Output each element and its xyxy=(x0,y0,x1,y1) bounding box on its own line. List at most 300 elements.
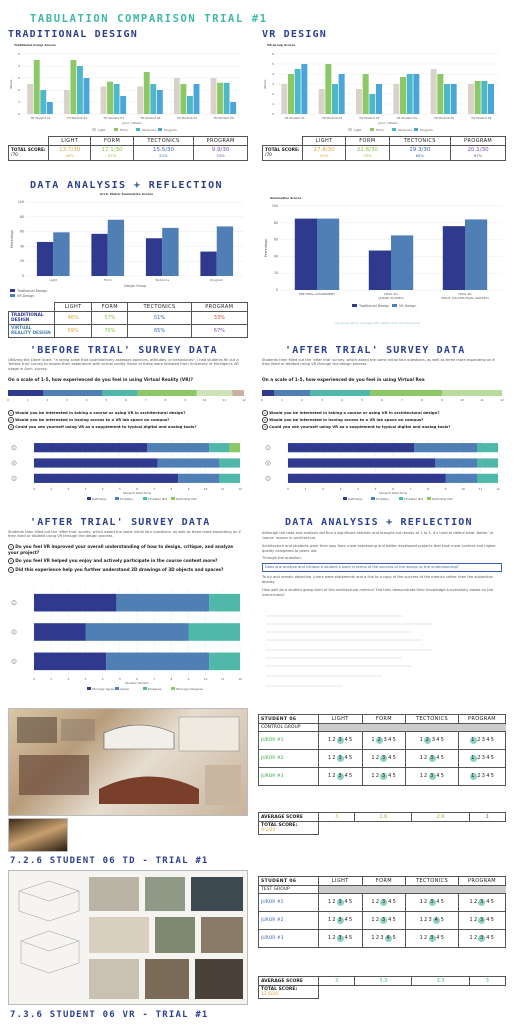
after2-intro: Students then filled out the 'after trial' survey, which asked the same initial four questions, as well as three more expanding on if they liked or disliked using VR through the design process. xyxy=(8,530,241,539)
y-tick-label: 6 xyxy=(272,52,274,56)
total-label: TOTAL SCORE: xyxy=(261,987,298,992)
survey-bar-segment xyxy=(219,458,240,467)
vr-total-small: 12.6/20 xyxy=(261,992,279,997)
juror-score-cell xyxy=(362,750,406,768)
survey-bar-segment xyxy=(288,474,446,483)
scale-number: 1 xyxy=(371,935,376,941)
x-tick-label: Tectonics xyxy=(155,278,170,282)
scale-number: 3 xyxy=(338,737,343,743)
scale-tick: 8 xyxy=(164,398,167,402)
scale-tick: 3 xyxy=(66,398,68,402)
before-survey-chart xyxy=(8,438,244,502)
y-tick-label: 20 xyxy=(273,271,278,276)
scale-number: 4 xyxy=(388,773,392,779)
scale-number: 3 xyxy=(338,899,343,905)
survey-bar-segment xyxy=(116,594,209,612)
scale-number: 3 xyxy=(481,755,486,761)
avg-val: 1 xyxy=(469,813,505,822)
bar xyxy=(40,90,46,114)
bar xyxy=(27,84,33,114)
question-number: 1 xyxy=(13,601,15,605)
scale-number: 2 xyxy=(477,755,481,761)
scale-number: 4 xyxy=(386,935,391,941)
scale-number: 4 xyxy=(436,899,440,905)
bar xyxy=(319,89,325,114)
juror-score-cell xyxy=(458,750,505,768)
x-tick-label: 8 xyxy=(170,677,173,681)
jury-head-student: STUDENT 06 xyxy=(259,877,319,886)
juror-score-cell xyxy=(319,768,363,786)
scale-number: 2 xyxy=(332,935,336,941)
bar xyxy=(144,72,150,114)
th-form: FORM xyxy=(92,303,128,312)
scale-number: 5 xyxy=(392,917,397,923)
bar xyxy=(295,219,317,290)
legend-swatch xyxy=(136,128,140,131)
after-questions xyxy=(262,410,502,429)
juror-label: JUROR #2 xyxy=(259,750,319,768)
after2-q1-text: Do you feel VR improved your overall understanding of how to design, critique, and analyze your project? xyxy=(8,544,234,555)
bar xyxy=(288,74,294,114)
scale-number: 5 xyxy=(490,935,495,941)
th-program: PROGRAM xyxy=(191,303,247,312)
analysis-title-2: DATA ANALYSIS + REFLECTION xyxy=(285,517,473,528)
x-tick-label: Form xyxy=(103,278,112,282)
vr-light-pct: 59% xyxy=(319,153,329,158)
juror-score-cell xyxy=(362,894,406,912)
th-tectonics: TECTONICS xyxy=(389,137,451,146)
scale-tick: 10 xyxy=(202,398,207,402)
x-tick-label: 0 xyxy=(287,487,289,491)
bar xyxy=(488,84,494,114)
scale-number: 2 xyxy=(424,917,428,923)
scale-tick: 7 xyxy=(144,398,147,402)
jury-head-form: FORM xyxy=(362,877,406,886)
scale-segment xyxy=(197,390,232,396)
scale-tick: 4 xyxy=(341,398,343,402)
jury-vr-avg xyxy=(258,976,506,999)
legend-label: Strongly Agree xyxy=(92,687,115,691)
avg-val: 3 xyxy=(469,977,505,986)
bar xyxy=(481,81,487,114)
td-model-photo xyxy=(8,818,68,852)
bar xyxy=(325,64,331,114)
survey-bar-segment xyxy=(288,443,414,452)
x-tick-label: VR Student 06 xyxy=(471,116,492,120)
x-tick-label: 3 xyxy=(339,487,342,491)
td-board-photo xyxy=(8,708,248,816)
scale-tick: 6 xyxy=(125,398,127,402)
x-tick-label: 9 xyxy=(444,487,447,491)
scale-number: 2 xyxy=(375,935,380,941)
legend-swatch xyxy=(143,687,147,690)
y-tick-label: 60 xyxy=(273,237,278,242)
before-q2-text: Would you be interested in having access to a VR lab space on campus? xyxy=(15,417,170,423)
bar xyxy=(157,90,163,114)
scale-segment xyxy=(43,390,102,396)
scale-number: 4 xyxy=(436,773,440,779)
x-tick-label: 3 xyxy=(84,677,87,681)
y-tick-label: 2 xyxy=(272,92,274,96)
legend-label: Definitely Not xyxy=(176,497,197,501)
after-scale-bar xyxy=(262,390,502,404)
y-tick-label: 1 xyxy=(272,102,274,106)
x-tick-label: PRE-TRIAL ASSIGNMENT xyxy=(299,292,335,296)
scale-number: 2 xyxy=(473,899,478,905)
student-td-title: 7.2.6 STUDENT 06 TD - TRIAL #1 xyxy=(10,856,209,866)
avg-val: 2.6 xyxy=(412,813,469,822)
scale-number: 3 xyxy=(480,917,484,923)
bar xyxy=(120,96,126,114)
after2-questions xyxy=(8,544,244,573)
scale-number: 2 xyxy=(424,755,428,761)
scale-number: 5 xyxy=(392,899,397,905)
scale-number: 5 xyxy=(490,755,495,761)
y-tick-label: 5 xyxy=(272,62,274,66)
total-label: TOTAL SCORE: xyxy=(11,148,46,153)
scale-number: 3 xyxy=(380,935,384,941)
legend-label: Light xyxy=(354,128,362,132)
vr-collage-sketch xyxy=(9,871,249,1006)
bar xyxy=(451,84,457,114)
x-tick-label: TD Student 06 xyxy=(213,116,234,120)
scale-segment xyxy=(8,390,43,396)
scale-number: 4 xyxy=(434,917,439,923)
th-light: LIGHT xyxy=(303,137,346,146)
before-q3-text: Could you see yourself using VR as a supplement to typical digital and analog tools? xyxy=(15,424,197,430)
bar xyxy=(407,74,413,114)
bar xyxy=(114,84,120,114)
scale-number: 3 xyxy=(481,737,486,743)
scale-number: 5 xyxy=(490,917,495,923)
control-group-label: CONTROL GROUP xyxy=(259,724,319,732)
scale-number: 4 xyxy=(344,755,349,761)
scale-number: 2 xyxy=(332,773,336,779)
after2-survey-chart xyxy=(8,586,244,692)
jury-head-light: LIGHT xyxy=(319,715,363,724)
legend-swatch xyxy=(115,687,119,690)
survey-bar-segment xyxy=(477,458,498,467)
x-tick-label: 12 xyxy=(238,677,242,681)
survey-bar-segment xyxy=(34,623,86,641)
scale-number: 4 xyxy=(486,773,490,779)
x-tick-label: 9 xyxy=(187,487,190,491)
legend-label: Tectonics xyxy=(142,128,156,132)
after-q1: 1 Would you be interested in taking a course or using VR in architectural design? xyxy=(264,410,440,415)
scale-number: 1 xyxy=(469,917,474,923)
vr-note: VR group did on average 28% better than the traditional xyxy=(335,321,421,325)
juror-score-cell xyxy=(319,732,363,750)
scale-tick: 0 xyxy=(261,398,263,402)
juror-score-cell xyxy=(319,750,363,768)
bar xyxy=(77,66,83,114)
legend-label: Definitely xyxy=(92,497,107,501)
legend-label: Probably xyxy=(120,497,134,501)
survey-bar-segment xyxy=(178,474,219,483)
bar xyxy=(187,96,193,114)
bar xyxy=(70,60,76,114)
reflection-p5: How well do a student grasp form of the architectural metrics? Did they demonstrate their knowledge successfully based on the instructions? xyxy=(262,587,494,597)
before-scale-bar xyxy=(8,390,244,404)
x-axis-label: Juror | Marks xyxy=(122,121,142,125)
total-label: TOTAL SCORE: xyxy=(261,823,298,828)
legend-swatch xyxy=(348,128,352,131)
legend-label: Program xyxy=(420,128,433,132)
after-q2: 2 Would you be interested in having access to a VR lab space on campus? xyxy=(264,417,424,423)
before-q1-text: Would you be interested in taking a course or using VR in architectural design? xyxy=(15,410,186,415)
scale-number: 4 xyxy=(344,773,349,779)
x-axis-label: Student Selections xyxy=(378,491,408,495)
legend-label: Definitely xyxy=(348,497,363,501)
vr-form-pct: 76% xyxy=(363,153,372,158)
scale-number: 4 xyxy=(436,737,440,743)
juror-score-cell xyxy=(458,894,505,912)
scale-number: 5 xyxy=(349,935,353,941)
survey-bar-segment xyxy=(414,443,477,452)
vr-form-val: 22.8/30 xyxy=(356,147,378,153)
scale-tick: 12 xyxy=(242,398,246,402)
td-chart-title: Traditional Group Scores xyxy=(14,43,56,47)
after-scale-question: On a scale of 1-5, how experienced do you feel in using Virtual Rea xyxy=(262,378,425,383)
y-tick-label: 2 xyxy=(18,88,20,92)
pct-cell: 67% xyxy=(191,325,247,338)
scale-tick: 1 xyxy=(26,398,29,402)
scale-tick: 7 xyxy=(401,398,403,402)
bar xyxy=(84,78,90,114)
scale-number: 2 xyxy=(375,773,380,779)
question-number: 2 xyxy=(13,631,15,634)
legend-label: Agree xyxy=(120,687,129,691)
x-tick-label: 9 xyxy=(187,677,190,681)
after-title: 'AFTER TRIAL' SURVEY DATA xyxy=(285,345,466,356)
scale-number: 4 xyxy=(388,917,392,923)
reflection-text xyxy=(262,531,502,597)
scale-number: 2 xyxy=(424,935,428,941)
vr-tect-pct: 65% xyxy=(415,153,425,158)
x-tick-label: 8 xyxy=(170,487,173,491)
scale-tick: 5 xyxy=(361,398,363,402)
bar xyxy=(194,84,200,114)
scale-number: 4 xyxy=(486,899,490,905)
bar xyxy=(34,60,40,114)
x-tick-label: 7 xyxy=(153,677,156,681)
y-axis-label: Marks xyxy=(263,79,267,89)
scale-number: 1 xyxy=(419,737,424,743)
juror-score-cell xyxy=(406,912,459,930)
scale-number: 5 xyxy=(392,737,397,743)
scale-tick: 2 xyxy=(301,398,303,402)
scale-number: 1 xyxy=(327,899,332,905)
vr-chart-title: VR Group Scores xyxy=(267,43,296,47)
scale-number: 3 xyxy=(431,737,436,743)
td-scores-chart xyxy=(8,50,246,136)
legend-label: Program xyxy=(164,128,177,132)
survey-bar-segment xyxy=(147,443,209,452)
x-tick-label: 7 xyxy=(409,487,412,491)
bar xyxy=(108,220,124,276)
x-tick-label: Light xyxy=(49,278,57,282)
scale-number: 3 xyxy=(338,935,343,941)
vr-tect-val: 19.3/30 xyxy=(409,147,431,153)
juror-label: JUROR #2 xyxy=(259,912,319,930)
legend-label: Form xyxy=(376,128,384,132)
total-label: TOTAL SCORE: xyxy=(265,148,300,153)
scale-number: 1 xyxy=(327,773,332,779)
legend-label: VR Design xyxy=(399,304,417,308)
after-survey-chart xyxy=(262,438,502,502)
scale-number: 3 xyxy=(381,755,386,761)
analysis-title: DATA ANALYSIS + REFLECTION xyxy=(30,180,223,191)
pct-cell: 46% xyxy=(55,312,92,325)
x-tick-label: VR Student 01 xyxy=(284,116,305,120)
scale-number: 5 xyxy=(349,755,353,761)
survey-bar-segment xyxy=(435,458,477,467)
survey-bar-segment xyxy=(34,443,147,452)
legend-swatch xyxy=(399,497,403,500)
scale-number: 3 xyxy=(430,899,434,905)
x-tick-label: 3 xyxy=(84,487,87,491)
avg-val: 3.3 xyxy=(355,977,412,986)
scale-number: 3 xyxy=(338,755,343,761)
scale-number: 5 xyxy=(392,935,397,941)
vr-total-table xyxy=(262,136,506,161)
juror-score-cell xyxy=(319,894,363,912)
scale-number: 5 xyxy=(392,773,397,779)
scale-number: 1 xyxy=(419,935,424,941)
scale-number: 3 xyxy=(430,755,434,761)
scale-number: 4 xyxy=(486,755,490,761)
x-tick-label: 2 xyxy=(322,487,324,491)
bar xyxy=(369,94,375,114)
juror-row xyxy=(259,750,506,768)
arch-chart-title: Arch. Metric Summative Scores xyxy=(100,192,154,196)
jury-head-light: LIGHT xyxy=(319,877,363,886)
scale-tick: 6 xyxy=(381,398,383,402)
scale-number: 2 xyxy=(332,899,336,905)
after2-q2: 2 Do you feel VR helped you enjoy and actively participate in the course content more? xyxy=(10,558,218,564)
x-tick-label: TRIAL #1 xyxy=(384,292,398,296)
juror-score-cell xyxy=(362,930,406,948)
th-light: LIGHT xyxy=(55,303,92,312)
legend-swatch xyxy=(10,289,15,292)
y-tick-label: 40 xyxy=(273,254,278,259)
x-tick-label: 4 xyxy=(101,487,104,491)
x-tick-label: 11 xyxy=(221,677,225,681)
scale-number: 2 xyxy=(424,773,428,779)
survey-bar-segment xyxy=(477,443,498,452)
x-tick-label: 0 xyxy=(33,487,35,491)
before-title: 'BEFORE TRIAL' SURVEY DATA xyxy=(30,345,218,356)
td-prog-val: 9.9/30 xyxy=(211,147,230,153)
th-tectonics: TECTONICS xyxy=(133,137,193,146)
bar xyxy=(301,64,307,114)
legend-swatch xyxy=(392,304,397,307)
td-total-small: 9.2/20 xyxy=(261,828,276,833)
legend-label: Traditional Design xyxy=(17,289,48,293)
juror-row xyxy=(259,930,506,948)
th-light: LIGHT xyxy=(49,137,91,146)
survey-bar-segment xyxy=(158,458,220,467)
scale-segment xyxy=(102,390,137,396)
bar xyxy=(217,83,223,114)
scale-tick: 10 xyxy=(460,398,464,402)
scale-number: 2 xyxy=(332,737,336,743)
scale-number: 3 xyxy=(481,773,486,779)
legend-swatch xyxy=(115,497,119,500)
bar xyxy=(47,102,53,114)
legend-swatch xyxy=(171,497,175,500)
x-tick-label: 2 xyxy=(67,487,70,491)
scale-tick: 4 xyxy=(85,398,88,402)
scale-tick: 8 xyxy=(421,398,423,402)
pct-row-label: VIRTUAL REALITY DESIGN xyxy=(9,325,55,338)
vr-section-title: VR DESIGN xyxy=(262,29,327,40)
legend-label: Probably Not xyxy=(404,497,424,501)
x-tick-label: 11 xyxy=(221,487,225,491)
scale-number: 1 xyxy=(327,935,332,941)
survey-bar-segment xyxy=(446,474,478,483)
juror-score-cell xyxy=(406,732,459,750)
scale-tick: 9 xyxy=(441,398,443,402)
scale-number: 4 xyxy=(344,737,349,743)
before-q1: 1 Would you be interested in taking a course or using VR in architectural design? xyxy=(10,410,186,415)
bar xyxy=(211,78,217,114)
scale-number: 5 xyxy=(349,899,353,905)
td-board-sketch xyxy=(9,709,249,817)
legend-swatch xyxy=(114,128,118,131)
legend-swatch xyxy=(370,128,374,131)
x-tick-label: 0 xyxy=(33,677,35,681)
test-group-label: TEST GROUP xyxy=(259,886,319,894)
question-number: 3 xyxy=(267,477,269,481)
x-tick-label: TRIAL #1 xyxy=(458,292,472,296)
legend-swatch xyxy=(392,128,396,131)
y-tick-label: 3 xyxy=(272,82,274,86)
scale-tick: 1 xyxy=(281,398,283,402)
jury-head-form: FORM xyxy=(362,715,406,724)
scale-number: 2 xyxy=(377,737,382,743)
scale-number: 3 xyxy=(338,917,343,923)
td-section-title: TRADITIONAL DESIGN xyxy=(8,29,138,40)
reflection-p2: Architecture and students work their way from more expressing and better developed projects that took more content and higher quality compared to peers did. xyxy=(262,543,496,553)
x-tick-label: 6 xyxy=(392,487,394,491)
scale-number: 3 xyxy=(381,773,386,779)
x-tick-label: 10 xyxy=(203,487,208,491)
x-tick-label: TD Student 04 xyxy=(140,116,161,120)
legend-swatch xyxy=(92,128,96,131)
y-tick-label: 40 xyxy=(19,244,24,249)
avg-val: 3 xyxy=(319,977,355,986)
after-intro: Students then filled out the 'after trial' survey, which asked the same initial four questions, as well as three more expanding on if they liked or disliked using VR through the design process. xyxy=(262,358,495,367)
scale-number: 3 xyxy=(480,899,484,905)
total-cell xyxy=(259,822,319,835)
scale-number: 1 xyxy=(327,737,332,743)
scale-number: 1 xyxy=(419,899,424,905)
bar xyxy=(101,86,107,114)
scale-number: 5 xyxy=(440,917,445,923)
scale-number: 2 xyxy=(477,737,481,743)
juror-score-cell xyxy=(362,912,406,930)
scale-number: 4 xyxy=(344,935,349,941)
juror-label: JUROR #1 xyxy=(259,894,319,912)
x-tick-label: TD Student 03 xyxy=(103,116,124,120)
juror-score-cell xyxy=(458,732,505,750)
x-axis-label: Student Selections xyxy=(122,491,152,495)
legend-label: Definitely Not xyxy=(432,497,453,501)
legend-swatch xyxy=(371,497,375,500)
legend-label: Probably Not xyxy=(148,497,168,501)
bar xyxy=(391,235,413,290)
